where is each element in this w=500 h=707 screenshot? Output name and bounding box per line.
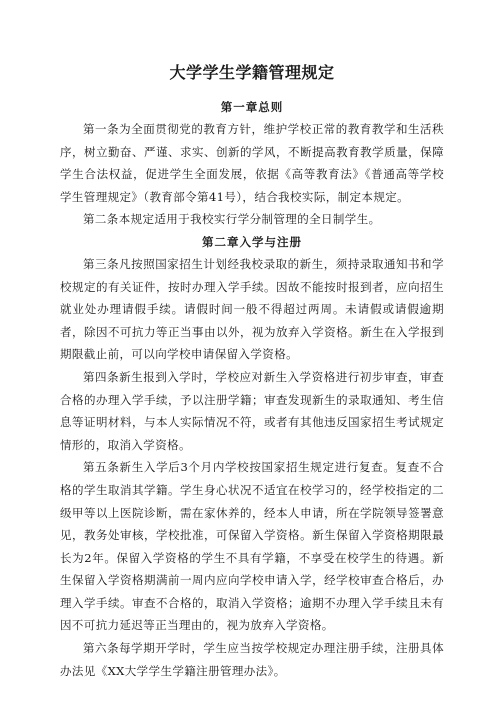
article-1: 第一条为全面贯彻党的教育方针，维护学校正常的教育教学和生活秩序，树立勤奋、严谨、求实、创新的学风，不断提高教育教学质量，保障学生合法权益，促进学生全面发展，依据《高等教育法》《普通高等学校学生管理规定》（教育部令第41号），结合我校实际，制定本规定。: [60, 122, 444, 204]
article-6: 第六条每学期开学时，学生应当按学校规定办理注册手续，注册具体办法见《XX大学学生学籍注册管理办法》。: [60, 641, 444, 678]
article-2: 第二条本规定适用于我校实行学分制管理的全日制学生。: [83, 212, 381, 227]
chapter-heading: 第一章总则: [220, 100, 284, 114]
chapter-heading: 第二章入学与注册: [202, 234, 302, 249]
document-title: 大学学生学籍管理规定: [169, 63, 335, 82]
article-4: 第四条新生报到入学时，学校应对新生入学资格进行初步审查，审查合格的办理入学手续，予以注册学籍；审查发现新生的录取通知、考生信息等证明材料，与本人实际情况不符，或者有其他违反国家招生考试规定情形的，取消入学资格。: [60, 369, 444, 452]
chapter-2: [60, 231, 444, 682]
article-5: 第五条新生入学后3个月内学校按国家招生规定进行复查。复查不合格的学生取消其学籍。学生身心状况不适宜在校学习的，经学校指定的二级甲等以上医院诊断，需在家休养的，经本人申请，所在学院领导签署意见，教务处审核，学校批准，可保留入学资格。新生保留入学资格期限最长为2年。保留入学资格的学生不具有学籍，不享受在校学生的待遇。新生保留入学资格期满前一周内应向学校申请入学，经学校审查合格后，办理入学手续。审查不合格的，取消入学资格；逾期不办理入学手续且未有因不可抗力延迟等正当理由的，视为放弃入学资格。: [60, 460, 444, 633]
article-3: 第三条凡按照国家招生计划经我校录取的新生，须持录取通知书和学校规定的有关证件，按时办理入学手续。因故不能按时报到者，应向招生就业处办理请假手续。请假时间一般不得超过两周。未请假或请假逾期者，除因不可抗力等正当事由以外，视为放弃入学资格。新生在入学报到期限截止前，可以向学校申请保留入学资格。: [60, 256, 444, 362]
chapter-1: [60, 96, 444, 231]
